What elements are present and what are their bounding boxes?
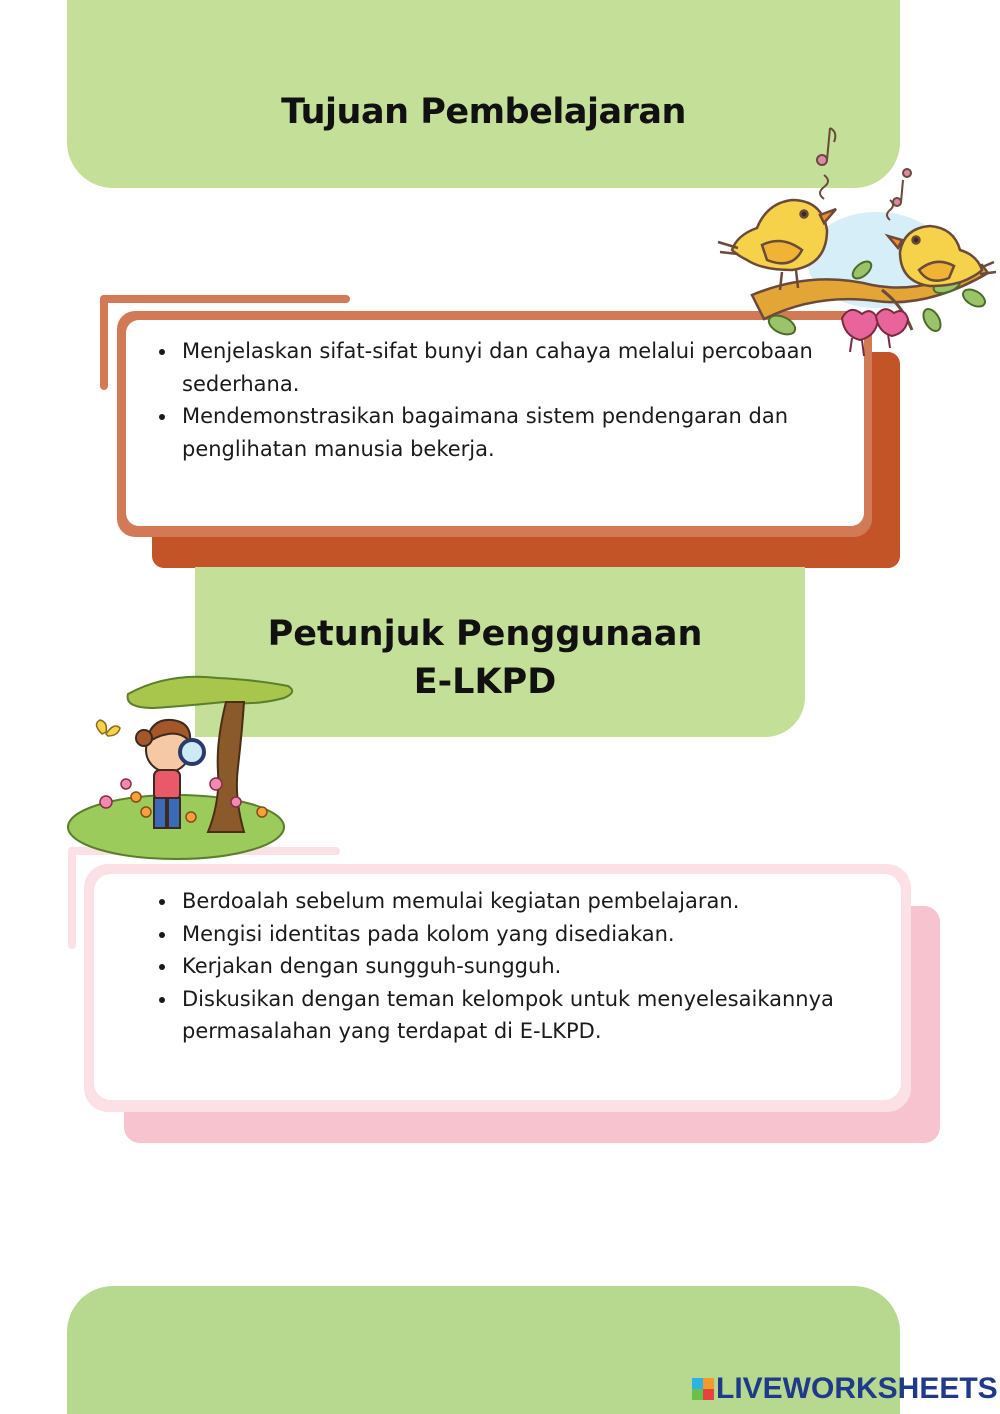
- girl-with-magnifier-illustration: [66, 672, 300, 868]
- instructions-title: Petunjuk Penggunaan E-LKPD: [267, 614, 703, 702]
- objective-item: • Mendemonstrasikan bagaimana sistem pendengaran dan penglihatan manusia bekerja.: [178, 400, 868, 465]
- instruction-item: • Diskusikan dengan teman kelompok untuk menyelesaikannya permasalahan yang terdapat di E-LKPD.: [178, 983, 908, 1048]
- birds-on-branch-illustration: [712, 120, 1000, 380]
- objective-item: • Menjelaskan sifat-sifat bunyi dan cahaya melalui percobaan sederhana.: [178, 335, 868, 400]
- instruction-item: • Kerjakan dengan sungguh-sungguh.: [178, 950, 908, 983]
- liveworksheets-logo-icon: [692, 1378, 714, 1400]
- liveworksheets-logo[interactable]: [692, 1374, 998, 1404]
- instructions-list: [150, 885, 908, 1048]
- instruction-item: • Mengisi identitas pada kolom yang disediakan.: [178, 918, 908, 951]
- objectives-card-accent-line: [100, 295, 350, 303]
- instruction-item: • Berdoalah sebelum memulai kegiatan pembelajaran.: [178, 885, 908, 918]
- brand-name: LIVEWORKSHEETS: [716, 1372, 998, 1405]
- objectives-title: Tujuan Pembelajaran: [281, 92, 686, 132]
- objectives-card-accent-line: [100, 295, 108, 390]
